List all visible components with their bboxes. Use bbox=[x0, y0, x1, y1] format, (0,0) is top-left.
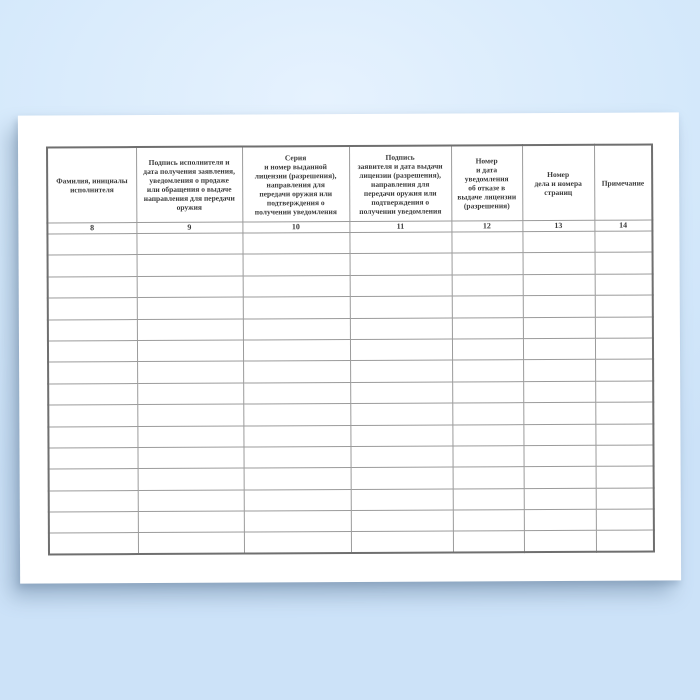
table-cell bbox=[350, 253, 452, 275]
table-row bbox=[48, 295, 653, 319]
table-cell bbox=[595, 295, 653, 317]
table-cell bbox=[594, 231, 652, 253]
table-cell bbox=[351, 489, 453, 511]
table-cell bbox=[350, 382, 452, 404]
table-cell bbox=[596, 509, 654, 531]
table-cell bbox=[452, 403, 523, 425]
table-cell bbox=[138, 511, 244, 533]
table-cell bbox=[595, 338, 653, 360]
table-cell bbox=[596, 530, 654, 552]
table-cell bbox=[244, 511, 351, 533]
table-row bbox=[49, 466, 654, 490]
table-cell bbox=[243, 382, 350, 404]
column-number-cell: 14 bbox=[594, 220, 652, 231]
column-header-cell: Номер дела и номера страниц bbox=[522, 145, 594, 221]
table-cell bbox=[523, 338, 595, 360]
table-cell bbox=[595, 402, 653, 424]
table-cell bbox=[596, 466, 654, 488]
table-cell bbox=[351, 510, 453, 532]
table-cell bbox=[350, 318, 452, 340]
table-cell bbox=[243, 297, 350, 319]
table-cell bbox=[350, 360, 452, 382]
table-cell bbox=[244, 468, 351, 490]
table-row bbox=[49, 509, 654, 533]
table-cell bbox=[595, 274, 653, 296]
table-cell bbox=[350, 275, 452, 297]
table-cell bbox=[595, 252, 653, 274]
table-cell bbox=[350, 296, 452, 318]
table-cell bbox=[350, 339, 452, 361]
table-cell bbox=[48, 340, 137, 362]
table-cell bbox=[452, 360, 523, 382]
table-row bbox=[49, 530, 654, 554]
table-cell bbox=[453, 467, 524, 489]
table-cell bbox=[452, 253, 523, 275]
table-cell bbox=[48, 298, 137, 320]
column-header-cell: Номер и дата уведомления об отказе в выдаче лицензии (разрешения) bbox=[451, 145, 522, 221]
table-row bbox=[48, 338, 653, 362]
column-header-cell: Примечание bbox=[594, 145, 652, 221]
table-cell bbox=[523, 424, 595, 446]
table-cell bbox=[523, 360, 595, 382]
table-cell bbox=[453, 488, 524, 510]
table-cell bbox=[137, 276, 243, 298]
table-cell bbox=[138, 532, 244, 554]
table-cell bbox=[138, 468, 244, 490]
table-cell bbox=[452, 381, 523, 403]
table-cell bbox=[244, 489, 351, 511]
table-cell bbox=[49, 490, 138, 512]
table-cell bbox=[523, 253, 595, 275]
table-cell bbox=[453, 531, 524, 553]
table-cell bbox=[523, 402, 595, 424]
table-row bbox=[47, 231, 652, 255]
table-cell bbox=[137, 297, 243, 319]
table-cell bbox=[523, 295, 595, 317]
table-cell bbox=[243, 425, 350, 447]
column-number-cell: 11 bbox=[349, 221, 451, 232]
table-cell bbox=[524, 509, 596, 531]
table-cell bbox=[48, 255, 137, 277]
table-cell bbox=[524, 488, 596, 510]
table-cell bbox=[48, 447, 137, 469]
register-table bbox=[46, 144, 655, 556]
table-cell bbox=[453, 510, 524, 532]
table-cell bbox=[523, 274, 595, 296]
table-cell bbox=[137, 426, 243, 448]
table-cell bbox=[523, 317, 595, 339]
table-cell bbox=[48, 426, 137, 448]
table-cell bbox=[350, 425, 452, 447]
table-cell bbox=[451, 232, 522, 254]
table-cell bbox=[452, 296, 523, 318]
column-number-cell: 8 bbox=[47, 223, 136, 234]
table-row bbox=[48, 424, 653, 448]
table-cell bbox=[48, 319, 137, 341]
table-cell bbox=[137, 340, 243, 362]
table-cell bbox=[137, 361, 243, 383]
column-header-cell: Подпись исполнителя и дата получения заявления, уведомления о продаже или обращения о выдаче направления для передачи оружия bbox=[136, 147, 242, 223]
table-row bbox=[48, 274, 653, 298]
table-cell bbox=[48, 276, 137, 298]
table-cell bbox=[350, 446, 452, 468]
table-cell bbox=[242, 232, 349, 254]
table-cell bbox=[350, 403, 452, 425]
table-row bbox=[48, 381, 653, 405]
table-cell bbox=[138, 490, 244, 512]
table-cell bbox=[243, 404, 350, 426]
table-cell bbox=[452, 339, 523, 361]
column-header-cell: Серия и номер выданной лицензии (разрешения), направления для передачи оружия или подтверждения о получении уведомления bbox=[242, 146, 349, 222]
table-cell bbox=[596, 488, 654, 510]
table-cell bbox=[452, 446, 523, 468]
table-cell bbox=[523, 445, 595, 467]
paper-sheet bbox=[18, 112, 681, 583]
column-header-cell: Подпись заявителя и дата выдачи лицензии (разрешения), направления для передачи оружия или подтверждения о получении уведомления bbox=[349, 146, 451, 222]
table-cell bbox=[595, 445, 653, 467]
table-cell bbox=[49, 469, 138, 491]
table-cell bbox=[47, 234, 136, 256]
table-cell bbox=[243, 254, 350, 276]
table-cell bbox=[137, 319, 243, 341]
column-number-cell: 12 bbox=[451, 221, 522, 232]
table-cell bbox=[49, 533, 138, 555]
table-cell bbox=[243, 339, 350, 361]
table-cell bbox=[137, 383, 243, 405]
table-cell bbox=[349, 232, 451, 254]
table-cell bbox=[243, 361, 350, 383]
table-row bbox=[48, 317, 653, 341]
table-cell bbox=[595, 424, 653, 446]
table-cell bbox=[243, 318, 350, 340]
table-cell bbox=[137, 254, 243, 276]
table-cell bbox=[523, 381, 595, 403]
table-cell bbox=[48, 362, 137, 384]
table-cell bbox=[522, 231, 594, 253]
table-cell bbox=[48, 383, 137, 405]
table-cell bbox=[595, 381, 653, 403]
table-cell bbox=[452, 424, 523, 446]
table-row bbox=[48, 402, 653, 426]
table-row bbox=[49, 488, 654, 512]
table-cell bbox=[351, 467, 453, 489]
table-cell bbox=[137, 404, 243, 426]
table-cell bbox=[243, 275, 350, 297]
table-cell bbox=[351, 531, 453, 553]
table-cell bbox=[452, 274, 523, 296]
table-cell bbox=[524, 531, 596, 553]
column-number-cell: 10 bbox=[242, 221, 349, 233]
table-cell bbox=[243, 446, 350, 468]
table-cell bbox=[49, 512, 138, 534]
table-cell bbox=[595, 359, 653, 381]
column-header-cell: Фамилия, инициалы исполнителя bbox=[47, 147, 136, 223]
table-row bbox=[48, 252, 653, 276]
table-cell bbox=[595, 317, 653, 339]
table-cell bbox=[524, 467, 596, 489]
column-number-cell: 9 bbox=[136, 222, 242, 234]
table-empty-rows bbox=[47, 231, 654, 555]
table-cell bbox=[48, 405, 137, 427]
table-cell bbox=[136, 233, 242, 255]
table-cell bbox=[244, 532, 351, 554]
table-row bbox=[48, 359, 653, 383]
table-cell bbox=[137, 447, 243, 469]
table-header-row bbox=[47, 145, 652, 223]
table-row bbox=[48, 445, 653, 469]
column-number-cell: 13 bbox=[522, 220, 594, 231]
table-cell bbox=[452, 317, 523, 339]
